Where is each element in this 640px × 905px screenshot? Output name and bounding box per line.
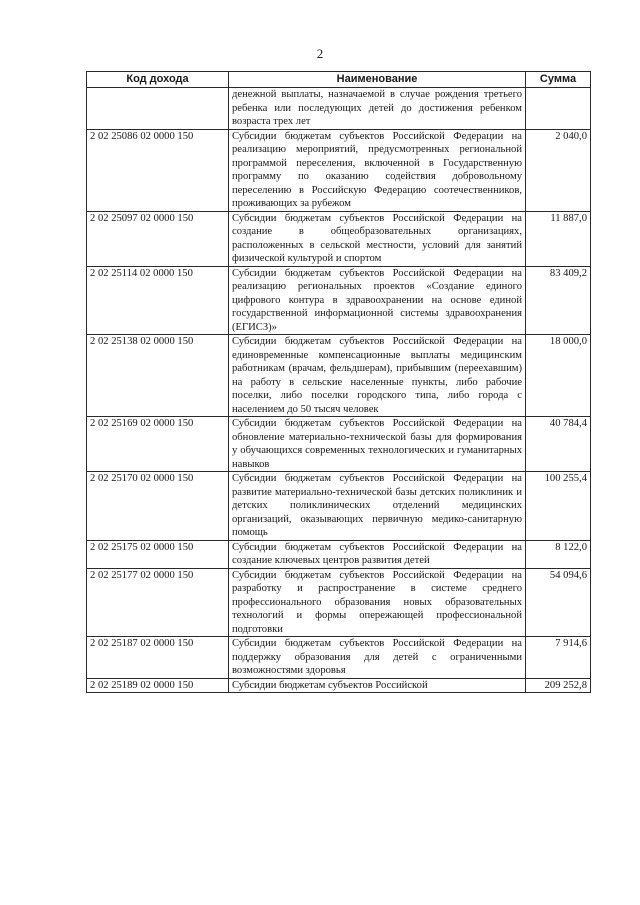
table-row [87, 678, 591, 693]
header-name: Наименование [229, 72, 526, 88]
income-name: Субсидии бюджетам субъектов Российской Федерации на разработку и распространение в системе среднего профессионального образования новых образовательных технологий и формы опережающей профессиональной подготовки [229, 568, 526, 637]
table-row [87, 540, 591, 568]
income-sum: 40 784,4 [526, 417, 591, 472]
income-name: Субсидии бюджетам субъектов Российской Федерации на единовременные компенсационные выплаты медицинским работникам (врачам, фельдшерам), прибывшим (переехавшим) на работу в сельские населенные пункты, либо рабочие поселки, либо поселки городского типа, либо города с населением до 50 тысяч человек [229, 335, 526, 417]
income-sum: 8 122,0 [526, 540, 591, 568]
table-row [87, 129, 591, 211]
income-code: 2 02 25097 02 0000 150 [87, 211, 229, 266]
income-sum: 100 255,4 [526, 472, 591, 541]
income-sum: 18 000,0 [526, 335, 591, 417]
income-name: Субсидии бюджетам субъектов Российской Федерации на обновление материально-технической базы для формирования у обучающихся современных технологических и гуманитарных навыков [229, 417, 526, 472]
income-name: Субсидии бюджетам субъектов Российской Федерации на создание в общеобразовательных организациях, расположенных в сельской местности, условий для занятий физической культурой и спортом [229, 211, 526, 266]
income-code [87, 88, 229, 130]
income-sum: 209 252,8 [526, 678, 591, 693]
header-code: Код дохода [87, 72, 229, 88]
income-sum [526, 88, 591, 130]
income-code: 2 02 25114 02 0000 150 [87, 266, 229, 335]
income-code: 2 02 25138 02 0000 150 [87, 335, 229, 417]
income-sum: 83 409,2 [526, 266, 591, 335]
income-code: 2 02 25189 02 0000 150 [87, 678, 229, 693]
income-code: 2 02 25169 02 0000 150 [87, 417, 229, 472]
income-name: Субсидии бюджетам субъектов Российской Федерации на создание ключевых центров развития детей [229, 540, 526, 568]
table-row [87, 637, 591, 679]
table-row [87, 568, 591, 637]
table-row [87, 266, 591, 335]
income-name: денежной выплаты, назначаемой в случае рождения третьего ребенка или последующих детей до достижения ребенком возраста трех лет [229, 88, 526, 130]
income-sum: 2 040,0 [526, 129, 591, 211]
header-sum: Сумма [526, 72, 591, 88]
income-sum: 7 914,6 [526, 637, 591, 679]
table-row [87, 472, 591, 541]
revenue-table [86, 71, 591, 693]
income-name: Субсидии бюджетам субъектов Российской Федерации на поддержку образования для детей с ограниченными возможностями здоровья [229, 637, 526, 679]
income-sum: 54 094,6 [526, 568, 591, 637]
table-row [87, 211, 591, 266]
income-code: 2 02 25086 02 0000 150 [87, 129, 229, 211]
table-row [87, 335, 591, 417]
table-row [87, 417, 591, 472]
income-name: Субсидии бюджетам субъектов Российской [229, 678, 526, 693]
income-sum: 11 887,0 [526, 211, 591, 266]
income-code: 2 02 25175 02 0000 150 [87, 540, 229, 568]
income-code: 2 02 25187 02 0000 150 [87, 637, 229, 679]
income-name: Субсидии бюджетам субъектов Российской Федерации на реализацию региональных проектов «Создание единого цифрового контура в здравоохранении на основе единой государственной информационной системы здравоохранения (ЕГИСЗ)» [229, 266, 526, 335]
table-row [87, 88, 591, 130]
income-code: 2 02 25170 02 0000 150 [87, 472, 229, 541]
income-name: Субсидии бюджетам субъектов Российской Федерации на реализацию мероприятий, предусмотренных региональной программой переселения, включенной в Государственную программу по оказанию содействия добровольному переселению в Российскую Федерацию соотечественников, проживающих за рубежом [229, 129, 526, 211]
income-name: Субсидии бюджетам субъектов Российской Федерации на развитие материально-технической базы детских поликлиник и детских поликлинических отделений медицинских организаций, оказывающих первичную медико-санитарную помощь [229, 472, 526, 541]
page-number: 2 [316, 46, 324, 61]
table-header-row [87, 72, 591, 88]
income-code: 2 02 25177 02 0000 150 [87, 568, 229, 637]
